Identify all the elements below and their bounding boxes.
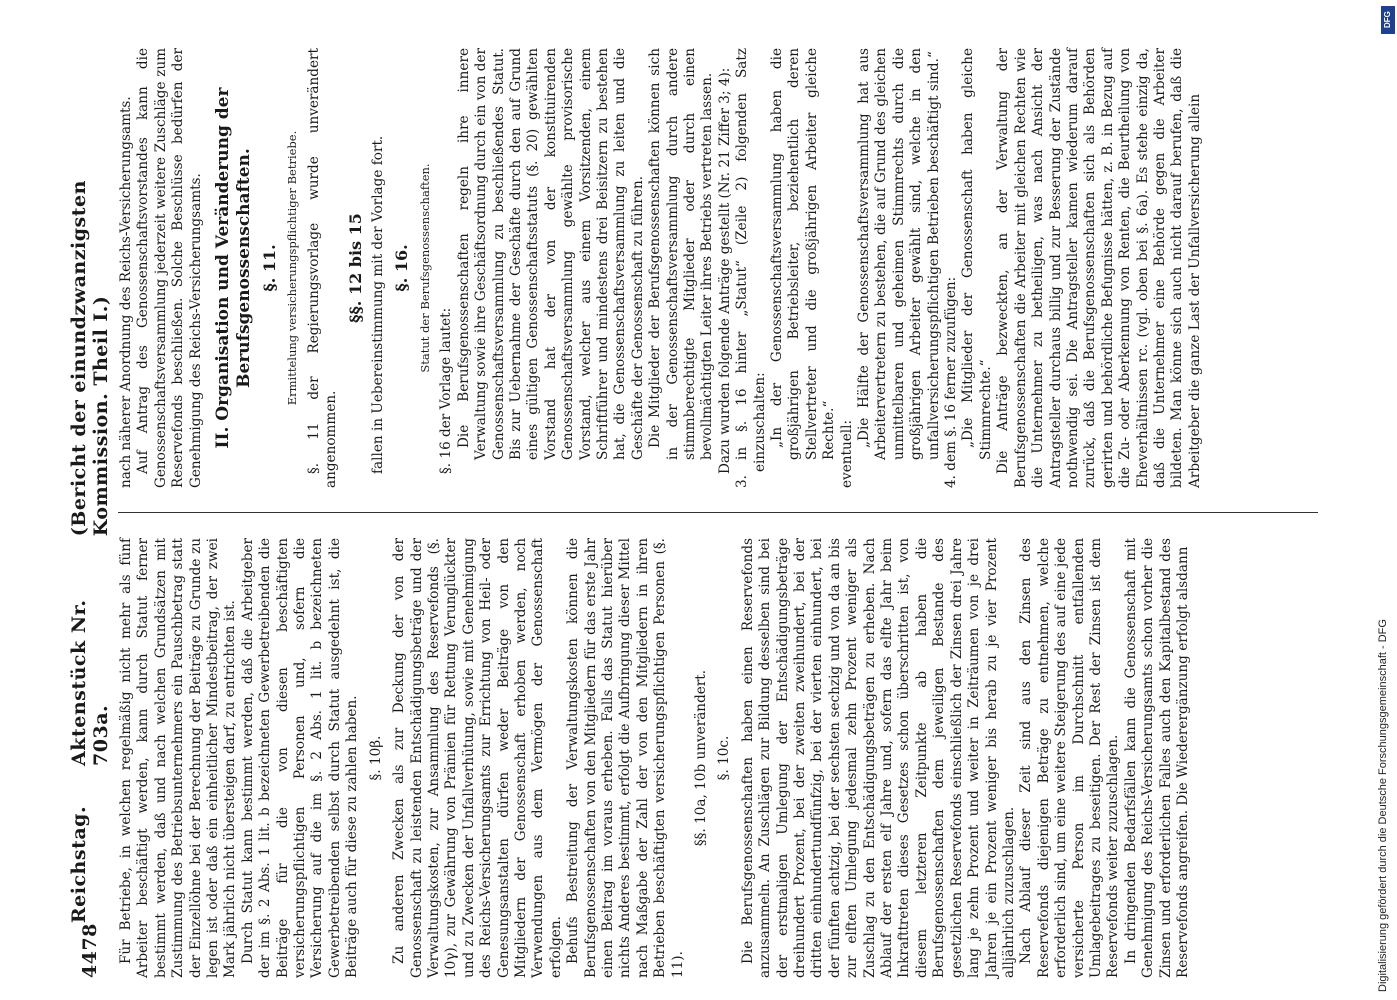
section-heading: §. 10β. bbox=[367, 735, 384, 781]
list-item: 3. in §. 16 hinter „Statut“ (Zeile 2) folgenden Satz einzuschalten: bbox=[734, 48, 768, 488]
list-item: 4. dem §. 16 ferner zuzufügen: bbox=[943, 276, 960, 488]
page-number: 4478 bbox=[79, 923, 101, 978]
section-heading: §§. 10a, 10b unverändert. bbox=[693, 669, 709, 847]
quoted-paragraph: „In der Genossenschaftsversammlung haben die großjährigen Betriebsleiter, beziehentlich deren Stellvertreter und die großjährigen Arbeiter gleiche Rechte.“ bbox=[769, 48, 838, 460]
right-column bbox=[118, 48, 1318, 488]
paragraph: nach näherer Anordnung des Reichs-Versicherungsamts. bbox=[118, 96, 134, 488]
section-heading: §. 10c. bbox=[716, 735, 733, 781]
quoted-paragraph: Die Mitglieder der Berufsgenossenschaften können sich in der Genossenschaftsversammlung durch andere stimmberechtigte Mitglieder oder durch einen bevollmächtigten Leiter ihres Betriebs vertreten lassen. bbox=[647, 48, 716, 460]
page-header bbox=[70, 48, 110, 978]
paragraph: Die Anträge bezweckten, an der Verwaltung der Berufsgenossenschaften die Arbeiter mit gleichen Rechten wie die Unternehmer zu betheiligen, was nach Ansicht der Antragsteller durchaus billig und zur Besserung der Zustände nothwendig sei. Die Antragsteller kamen wiederum darauf zurück, daß die Berufsgenossenschaften sich als Behörden gerirten und behördliche Befugnisse hätten, z. B. in Bezug auf die Zu- oder Aberkennung von Renten, die Beurtheilung von Eheverhältnissen rc. (vgl. oben bei §. 6a). Es stehe einzig da, daß die Unternehmer eine Behörde gegen die Arbeiter bildeten. Man könne sich auch nicht darauf berufen, daß die Arbeitgeber die ganze Last der Unfallversicherung allein bbox=[995, 48, 1203, 488]
paragraph: §. 16 der Vorlage lautet: bbox=[438, 307, 455, 474]
section-subtitle: Statut der Berufsgenossenschaften. bbox=[417, 163, 432, 373]
paragraph: Auf Antrag des Genossenschaftsvorstandes kann die Genossenschaftsversammlung jederzeit weitere Zuschläge zum Reservefonds beschließen. Solche Beschlüsse bedürfen der Genehmigung des Reichs-Versicherungsamts. bbox=[135, 48, 204, 488]
paragraph: Dazu wurden folgende Anträge gestellt (Nr. 21 Ziffer 3; 4): bbox=[716, 67, 733, 474]
section-sign: §. 16. bbox=[392, 244, 412, 292]
paragraph: In dringenden Bedarfsfällen kann die Genossenschaft mit Genehmigung des Reichs-Versicherungsamts schon vorher die Zinsen und erforderlichen Falles auch den Kapitalbestand des Reservefonds angreifen. Die Wiederergänzung erfolgt alsdann bbox=[1122, 538, 1191, 978]
paragraph: fallen in Uebereinstimmung mit der Vorlage fort. bbox=[370, 135, 387, 474]
dfg-strip bbox=[1375, 0, 1397, 1000]
paragraph: Nach Ablauf dieser Zeit sind aus den Zinsen des Reservefonds diejenigen Beträge zu entnehmen, welche erforderlich sind, um eine weitere Steigerung des auf eine jede versicherte Person im Durchschnitt entfallenden Umlagebeitrages zu beseitigen. Der Rest der Zinsen ist dem Reservefonds weiter zuzuschlagen. bbox=[1018, 538, 1122, 978]
document-page bbox=[70, 48, 1370, 978]
quoted-paragraph: „Die Hälfte der Genossenschaftsversammlung hat aus Arbeitervertretern zu bestehen, die auf Grund des gleichen unmittelbaren und geheimen Stimmrechts durch die großjährigen Arbeiter gewählt sind, welche in den unfallversicherungspflichtigen Betrieben beschäftigt sind.“ bbox=[856, 48, 942, 460]
paragraph: Behufs Bestreitung der Verwaltungskosten können die Berufsgenossenschaften von den Mitgliedern für das erste Jahr einen Beitrag im voraus erheben. Falls das Statut hierüber nichts Anderes bestimmt, erfolgt die Aufbringung dieser Mittel nach Maßgabe der Zahl der von den Mitgliedern in ihren Betrieben beschäftigten versicherungspflichtigen Personen (§. 11). bbox=[565, 538, 686, 978]
dfg-logo: DFG bbox=[1381, 6, 1395, 34]
paragraph: Zu anderen Zwecken als zur Deckung der von der Genossenschaft zu leistenden Entschädigungsbeträge und der Verwaltungskosten, zur Ansammlung des Reservefonds (§. 10γ), zur Gewährung von Prämien für Rettung Verunglückter und zu Zwecken der Unfallverhütung, sowie mit Genehmigung des Reichs-Versicherungsamts zur Errichtung von Heil- oder Genesungsanstalten dürfen weder Beiträge von den Mitgliedern der Genossenschaft erhoben werden, noch Verwendungen aus dem Vermögen der Genossenschaft erfolgen. bbox=[391, 538, 564, 978]
header-middle bbox=[68, 48, 112, 923]
header-title: (Bericht der einundzwanzigsten Kommission. Theil I.) bbox=[68, 180, 112, 537]
quoted-paragraph: „Die Mitglieder der Genossenschaft haben gleiche Stimmrechte.“ bbox=[960, 48, 994, 460]
chapter-heading: II. Organisation und Veränderung der Berufsgenossenschaften. bbox=[213, 87, 255, 449]
section-sign: §. 11. bbox=[260, 244, 280, 292]
left-column bbox=[118, 538, 1318, 978]
text-columns bbox=[118, 48, 1318, 978]
paragraph: Für Betriebe, in welchen regelmäßig nicht mehr als fünf Arbeiter beschäftigt werden, kann durch Statut ferner bestimmt werden, daß und nach welchen Grundsätzen mit Zustimmung des Betriebsunternehmers ein Pauschbetrag statt der Einzellöhne bei der Berechnung der Beiträge zu Grunde zu legen ist oder daß ein einheitlicher Mindestbeitrag, der zwei Mark jährlich nicht übersteigen darf, zu entrichten ist. bbox=[118, 538, 239, 978]
section-sign: §§. 12 bis 15 bbox=[345, 213, 365, 323]
section-subtitle: Ermittelung versicherungspflichtiger Betriebe. bbox=[285, 130, 300, 406]
paragraph: Durch Statut kann bestimmt werden, daß die Arbeitgeber der im §. 2 Abs. 1 lit. b bezeichneten Gewerbetreibenden die Beiträge für die von diesen beschäftigten versicherungspflichtigen Personen und, sofern die Versicherung auf die im §. 2 Abs. 1 lit. b bezeichneten Gewerbetreibenden selbst durch Statut ausgedehnt ist, die Beiträge auch für diese zu zahlen haben. bbox=[239, 538, 361, 978]
header-reichstag: Reichstag. bbox=[68, 805, 90, 924]
paragraph: §. 11 der Regierungsvorlage wurde unverändert angenommen. bbox=[305, 48, 340, 488]
paragraph: eventuell: bbox=[838, 419, 855, 488]
quoted-paragraph: Die Berufsgenossenschaften regeln ihre innere Verwaltung sowie ihre Geschäftsordnung durch ein von der Genossenschaftsversammlung zu beschließendes Statut. Bis zur Uebernahme der Geschäfte durch den auf Grund eines gültigen Genossenschaftsstatuts (§. 20) gewählten Vorstand hat der von der konstituirenden Genossenschaftsversammlung gewählte provisorische Vorstand, welcher aus einem Vorsitzenden, einem Schriftführer und mindestens drei Beisitzern zu bestehen hat, die Genossenschaftsversammlung zu leiten und die Geschäfte der Genossenschaft zu führen. bbox=[455, 48, 646, 460]
dfg-credit: Digitalisierung gefördert durch die Deutsche Forschungsgemeinschaft - DFG bbox=[1377, 619, 1389, 992]
column-divider bbox=[118, 513, 1318, 514]
header-document: Aktenstück Nr. 703a. bbox=[68, 599, 112, 766]
paragraph: Die Berufsgenossenschaften haben einen Reservefonds anzusammeln. An Zuschlägen zur Bildung desselben sind bei der erstmaligen Umlegung der Entschädigungsbeträge dreihundert Prozent, bei der zweiten zweihundert, bei der dritten einhundertundfünfzig, bei der vierten einhundert, bei der fünften achtzig, bei der sechsten sechzig und von da an bis zur elften Umlegung jedesmal zehn Prozent weniger als Zuschlag zu den Entschädigungsbeträgen zu erheben. Nach Ablauf der ersten elf Jahre und, sofern das elfte Jahr beim Inkrafttreten dieses Gesetzes schon überschritten ist, von diesem letzteren Zeitpunkte ab haben die Berufsgenossenschaften dem jeweiligen Bestande des gesetzlichen Reservefonds einschließlich der Zinsen drei Jahre lang je zehn Prozent und weiter in Zeiträumen von je drei Jahren je ein Prozent weniger bis herab zu je vier Prozent alljährlich zuzuschlagen. bbox=[739, 538, 1017, 978]
